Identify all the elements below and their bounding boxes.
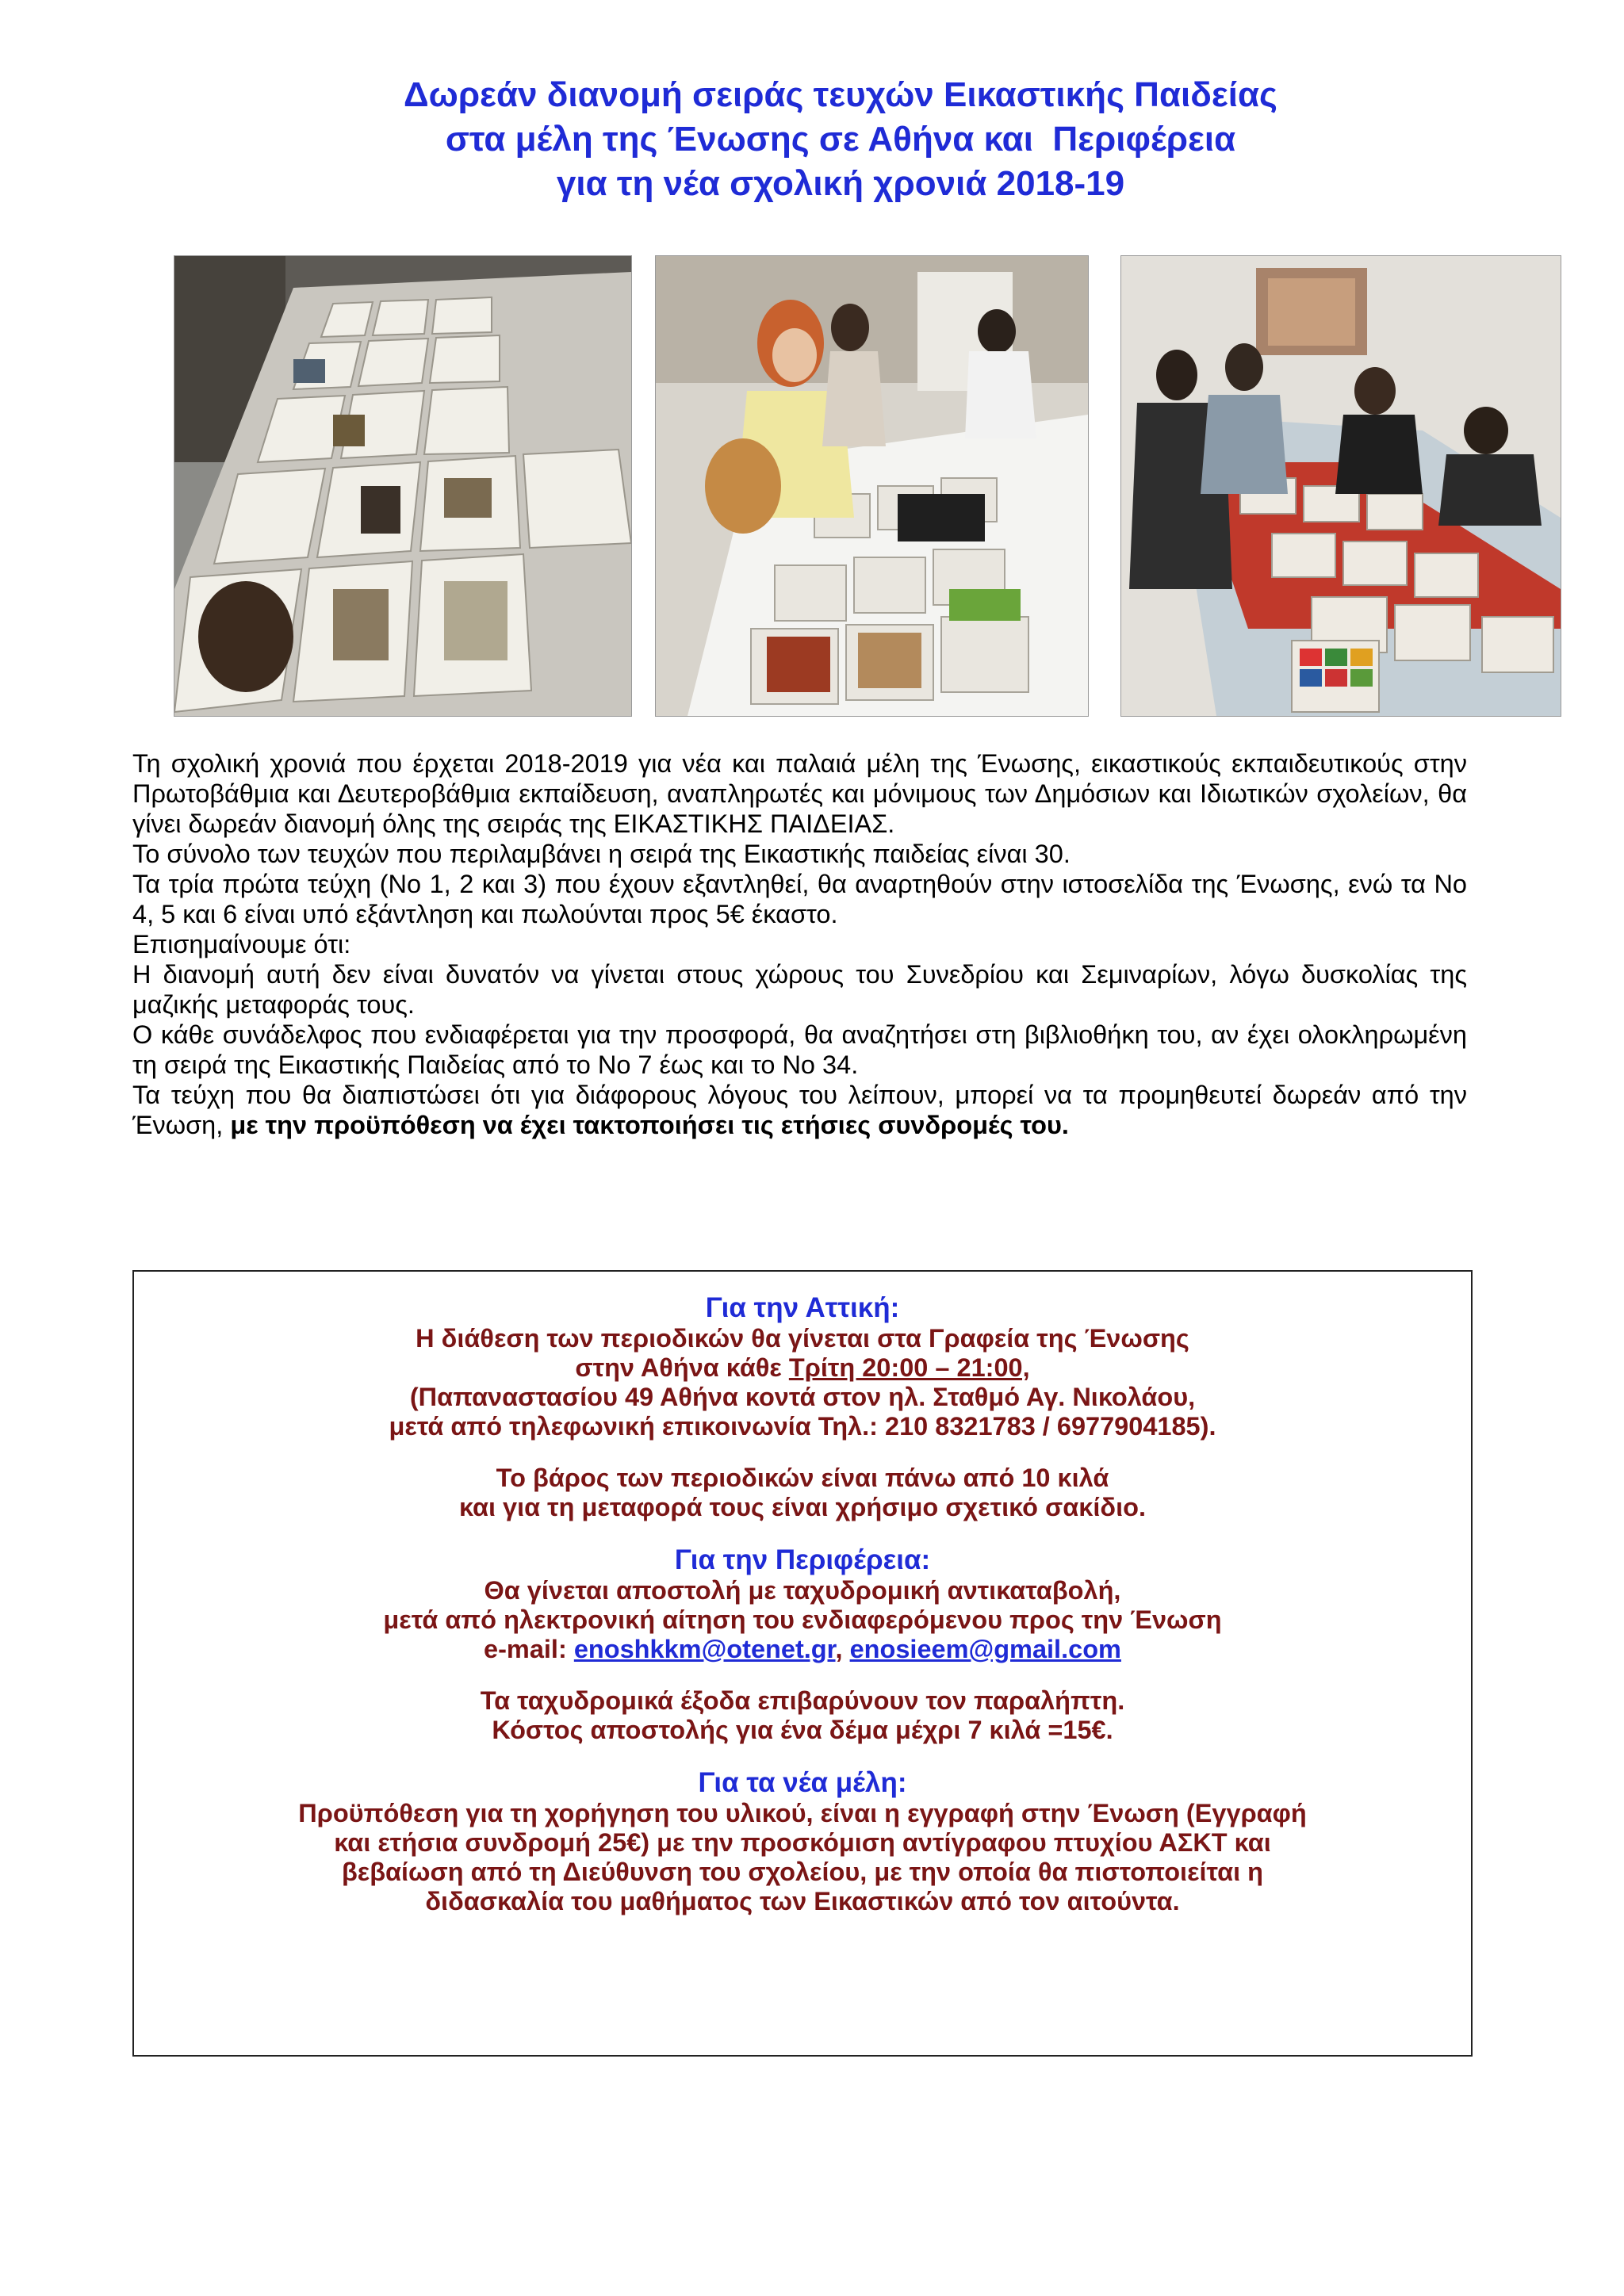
attica-line-1: Η διάθεση των περιοδικών θα γίνεται στα Γραφεία της Ένωσης [416, 1324, 1189, 1353]
paragraph-no-distribution: Η διανομή αυτή δεν είναι δυνατόν να γίνεται στους χώρους του Συνεδρίου και Σεμιναρίων, λόγω δυσκολίας της μαζικής μεταφοράς τους. [132, 960, 1467, 1019]
postage-line-1: Τα ταχυδρομικά έξοδα επιβαρύνουν τον παραλήπτη. [480, 1686, 1125, 1715]
paragraph-intro: Τη σχολική χρονιά που έρχεται 2018-2019 για νέα και παλαιά μέλη της Ένωσης, εικαστικούς εκπαιδευτικούς στην Πρωτοβάθμια και Δευτεροβάθμια εκπαίδευση, αναπληρωτές και μόνιμους των Δημόσιων και Ιδιωτικών σχολείων, θα γίνει δωρεάν διανομή όλης της σειράς της ΕΙΚΑΣΤΙΚΗΣ ΠΑΙΔΕΙΑΣ. [132, 749, 1467, 838]
paragraph-total-issues: Το σύνολο των τευχών που περιλαμβάνει η σειρά της Εικαστικής παιδείας είναι 30. [132, 840, 1071, 868]
title-line-2: στα μέλη της Ένωσης σε Αθήνα και Περιφέρεια [445, 120, 1236, 159]
email-line [134, 1635, 1471, 1664]
missing-issues-condition: με την προϋπόθεση να έχει τακτοποιήσει τις ετήσιες συνδρομές του. [230, 1111, 1069, 1139]
paragraph-missing-issues [132, 1080, 1467, 1140]
new-members-line-4: διδασκαλία του μαθήματος των Εικαστικών από τον αιτούντα. [425, 1887, 1180, 1915]
region-heading: Για την Περιφέρεια: [674, 1544, 931, 1575]
attica-schedule: Τρίτη 20:00 – 21:00, [788, 1353, 1030, 1382]
attica-heading: Για την Αττική: [705, 1292, 900, 1323]
email-separator: , [835, 1635, 850, 1663]
region-line-1: Θα γίνεται αποστολή με ταχυδρομική αντικαταβολή, [484, 1576, 1121, 1605]
document-title [285, 73, 1396, 206]
attica-line-2 [134, 1353, 1471, 1383]
body-text [132, 748, 1467, 1140]
weight-line-1: Το βάρος των περιοδικών είναι πάνω από 10 κιλά [496, 1464, 1109, 1492]
new-members-line-3: βεβαίωση από τη Διεύθυνση του σχολείου, με την οποία θα πιστοποιείται η [341, 1858, 1264, 1886]
title-line-3: για τη νέα σχολική χρονιά 2018-19 [556, 164, 1125, 203]
email-label: e-mail: [484, 1635, 574, 1663]
new-members-heading: Για τα νέα μέλη: [698, 1767, 907, 1798]
attica-line-4: μετά από τηλεφωνική επικοινωνία Τηλ.: 210 8321783 / 6977904185). [389, 1412, 1216, 1441]
attica-line-3: (Παπαναστασίου 49 Αθήνα κοντά στον ηλ. Σταθμό Αγ. Νικολάου, [409, 1383, 1196, 1411]
email-link-2[interactable]: enosieem@gmail.com [849, 1635, 1121, 1663]
photo-people-browsing [655, 255, 1089, 717]
title-line-1: Δωρεάν διανομή σειράς τευχών Εικαστικής Παιδείας [404, 75, 1277, 114]
weight-line-2: και για τη μεταφορά τους είναι χρήσιμο σχετικό σακίδιο. [458, 1493, 1147, 1521]
postage-line-2: Κόστος αποστολής για ένα δέμα μέχρι 7 κιλά =15€. [492, 1716, 1113, 1744]
region-line-2: μετά από ηλεκτρονική αίτηση του ενδιαφερόμενου προς την Ένωση [383, 1605, 1222, 1634]
photo-men-at-table [1120, 255, 1561, 717]
new-members-line-1: Προϋπόθεση για τη χορήγηση του υλικού, είναι η εγγραφή στην Ένωση (Εγγραφή [298, 1799, 1307, 1827]
paragraph-note-heading: Επισημαίνουμε ότι: [132, 930, 351, 959]
info-box [132, 1270, 1473, 2057]
email-link-1[interactable]: enoshkkm@otenet.gr [573, 1635, 836, 1663]
attica-line-2-text: στην Αθήνα κάθε [575, 1353, 789, 1382]
missing-issues-text: Τα τεύχη που θα διαπιστώσει ότι για διάφορους λόγους του λείπουν, μπορεί να τα προμηθευτεί δωρεάν από την Ένωση, [132, 1081, 1467, 1139]
photo-magazines-on-table [174, 255, 632, 717]
paragraph-check-library: Ο κάθε συνάδελφος που ενδιαφέρεται για την προσφορά, θα αναζητήσει στη βιβλιοθήκη του, αν έχει ολοκληρωμένη τη σειρά της Εικαστικής Παιδείας από το Νο 7 έως και το Νο 34. [132, 1020, 1467, 1079]
new-members-line-2: και ετήσια συνδρομή 25€) με την προσκόμιση αντίγραφου πτυχίου ΑΣΚΤ και [334, 1828, 1271, 1857]
paragraph-first-issues: Τα τρία πρώτα τεύχη (Νο 1, 2 και 3) που έχουν εξαντληθεί, θα αναρτηθούν στην ιστοσελίδα της Ένωσης, ενώ τα Νο 4, 5 και 6 είναι υπό εξάντληση και πωλούνται προς 5€ έκαστο. [132, 870, 1467, 928]
